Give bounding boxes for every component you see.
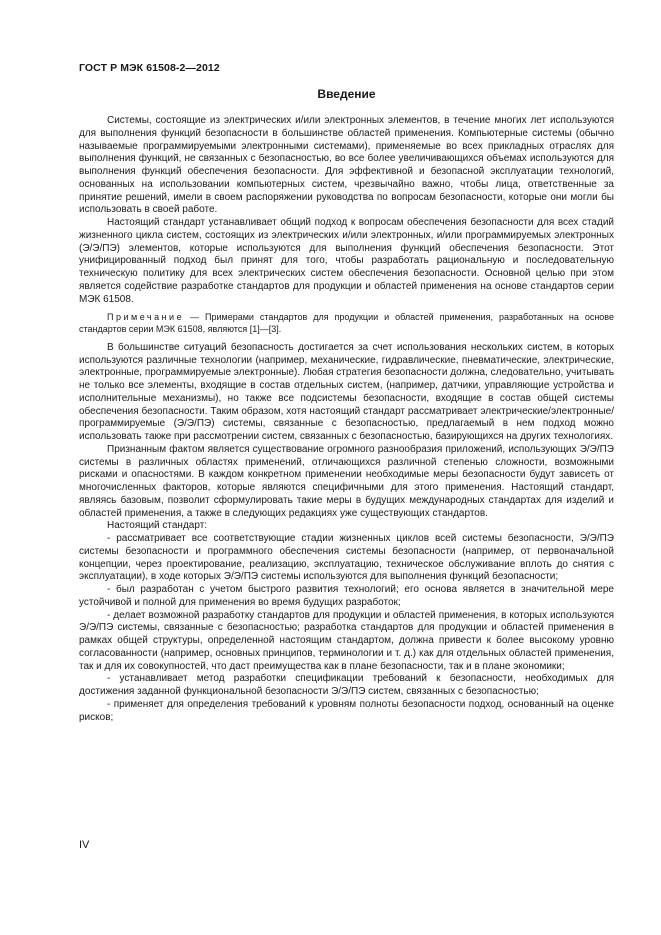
list-item: - рассматривает все соответствующие стадии жизненных циклов всей системы безопасности, Э/Э/ПЭ системы безопасности и программного обеспечения системы безопасности (например, от первоначальной концепции, через проектирование, реализацию, эксплуатацию, техническое обслуживание вплоть до снятия с эксплуатации), в ходе которых Э/Э/ПЭ системы используются для выполнения функций безопасности; <box>79 533 614 583</box>
list-item: - применяет для определения требований к уровням полноты безопасности подход, основанный на оценке рисков; <box>79 698 614 723</box>
note <box>79 312 614 336</box>
paragraph: Настоящий стандарт: <box>107 520 208 532</box>
section-title: Введение <box>317 87 376 101</box>
document-code: ГОСТ Р МЭК 61508-2—2012 <box>79 62 220 74</box>
list-item: - устанавливает метод разработки спецификации требований к безопасности, необходимых для достижения заданной функциональной безопасности Э/Э/ПЭ систем, связанных с безопасностью; <box>79 673 614 698</box>
paragraph: Системы, состоящие из электрических и/или электронных элементов, в течение многих лет используются для выполнения функций безопасности в большинстве областей применения. Компьютерные системы (обычно называемые программируемыми электронными системами), применяемые во всех прикладных отраслях для выполнения функций, не связанных с безопасностью, во все более увеличивающихся объемах используются для выполнения функций обеспечения безопасности. Для эффективной и безопасной эксплуатации технологий, основанных на использовании компьютерных систем, чрезвычайно важно, чтобы лица, ответственные за принятие решений, имели в своем распоряжении руководства по вопросам безопасности, которые они могли бы использовать в своей работе. <box>79 115 614 216</box>
page-number: IV <box>79 839 90 851</box>
list-item: - делает возможной разработку стандартов для продукции и областей применения, в которых используются Э/Э/ПЭ системы, связанные с безопасностью; разработка стандартов для продукции и областей применения в рамках общей структуры, определенной настоящим стандартом, должна привести к более высокому уровню согласованности (например, основных принципов, терминологии и т. д.) как для отдельных областей применения, так и для их совокупностей, что даст преимущества как в плане безопасности, так и в плане экономики; <box>79 609 614 672</box>
paragraph: Настоящий стандарт устанавливает общий подход к вопросам обеспечения безопасности для всех стадий жизненного цикла систем, состоящих из электрических и/или электронных, и/или программируемых электронных (Э/Э/ПЭ) элементов, которые используются для выполнения функций обеспечения безопасности. Этот унифицированный подход был принят для того, чтобы разработать рациональную и последовательную техническую политику для всех электрических систем обеспечения безопасности. Основной целью при этом является содействие разработке стандартов для продукции и областей применения на основе стандартов серии МЭК 61508. <box>79 217 614 305</box>
body-text <box>79 115 614 724</box>
note-label: Примечание <box>107 312 185 323</box>
paragraph: Признанным фактом является существование огромного разнообразия приложений, использующих Э/Э/ПЭ системы в различных областях применений, отличающихся различной степенью сложности, возможными рисками и опасностями. В каждом конкретном применении необходимые меры безопасности будут зависеть от многочисленных факторов, которые являются специфичными для этого применения. Настоящий стандарт, являясь базовым, позволит сформулировать такие меры в будущих международных стандартах для изделий и областей применения, а также в следующих редакциях уже существующих стандартов. <box>79 443 614 519</box>
paragraph: В большинстве ситуаций безопасность достигается за счет использования нескольких систем, в которых используются различные технологии (например, механические, гидравлические, пневматические, электрические, электронные, программируемые электронные). Любая стратегия безопасности должна, следовательно, учитывать не только все элементы, входящие в состав отдельных систем, (например, датчики, управляющие устройства и исполнительные механизмы), но также все подсистемы безопасности, входящие в состав общей системы обеспечения безопасности. Таким образом, хотя настоящий стандарт рассматривает электрические/электронные/программируемые (Э/Э/ПЭ) системы, связанные с безопасностью, предлагаемый в нем подход можно использовать также при рассмотрении систем, связанных с безопасностью, базирующихся на других технологиях. <box>79 341 614 443</box>
list-item: - был разработан с учетом быстрого развития технологий; его основа является в значительной мере устойчивой и полной для применения во время будущих разработок; <box>79 584 614 608</box>
note-text: — Примерами стандартов для продукции и областей применения, разработанных на основе стандартов серии МЭК 61508, являются [1]—[3]. <box>79 312 614 335</box>
